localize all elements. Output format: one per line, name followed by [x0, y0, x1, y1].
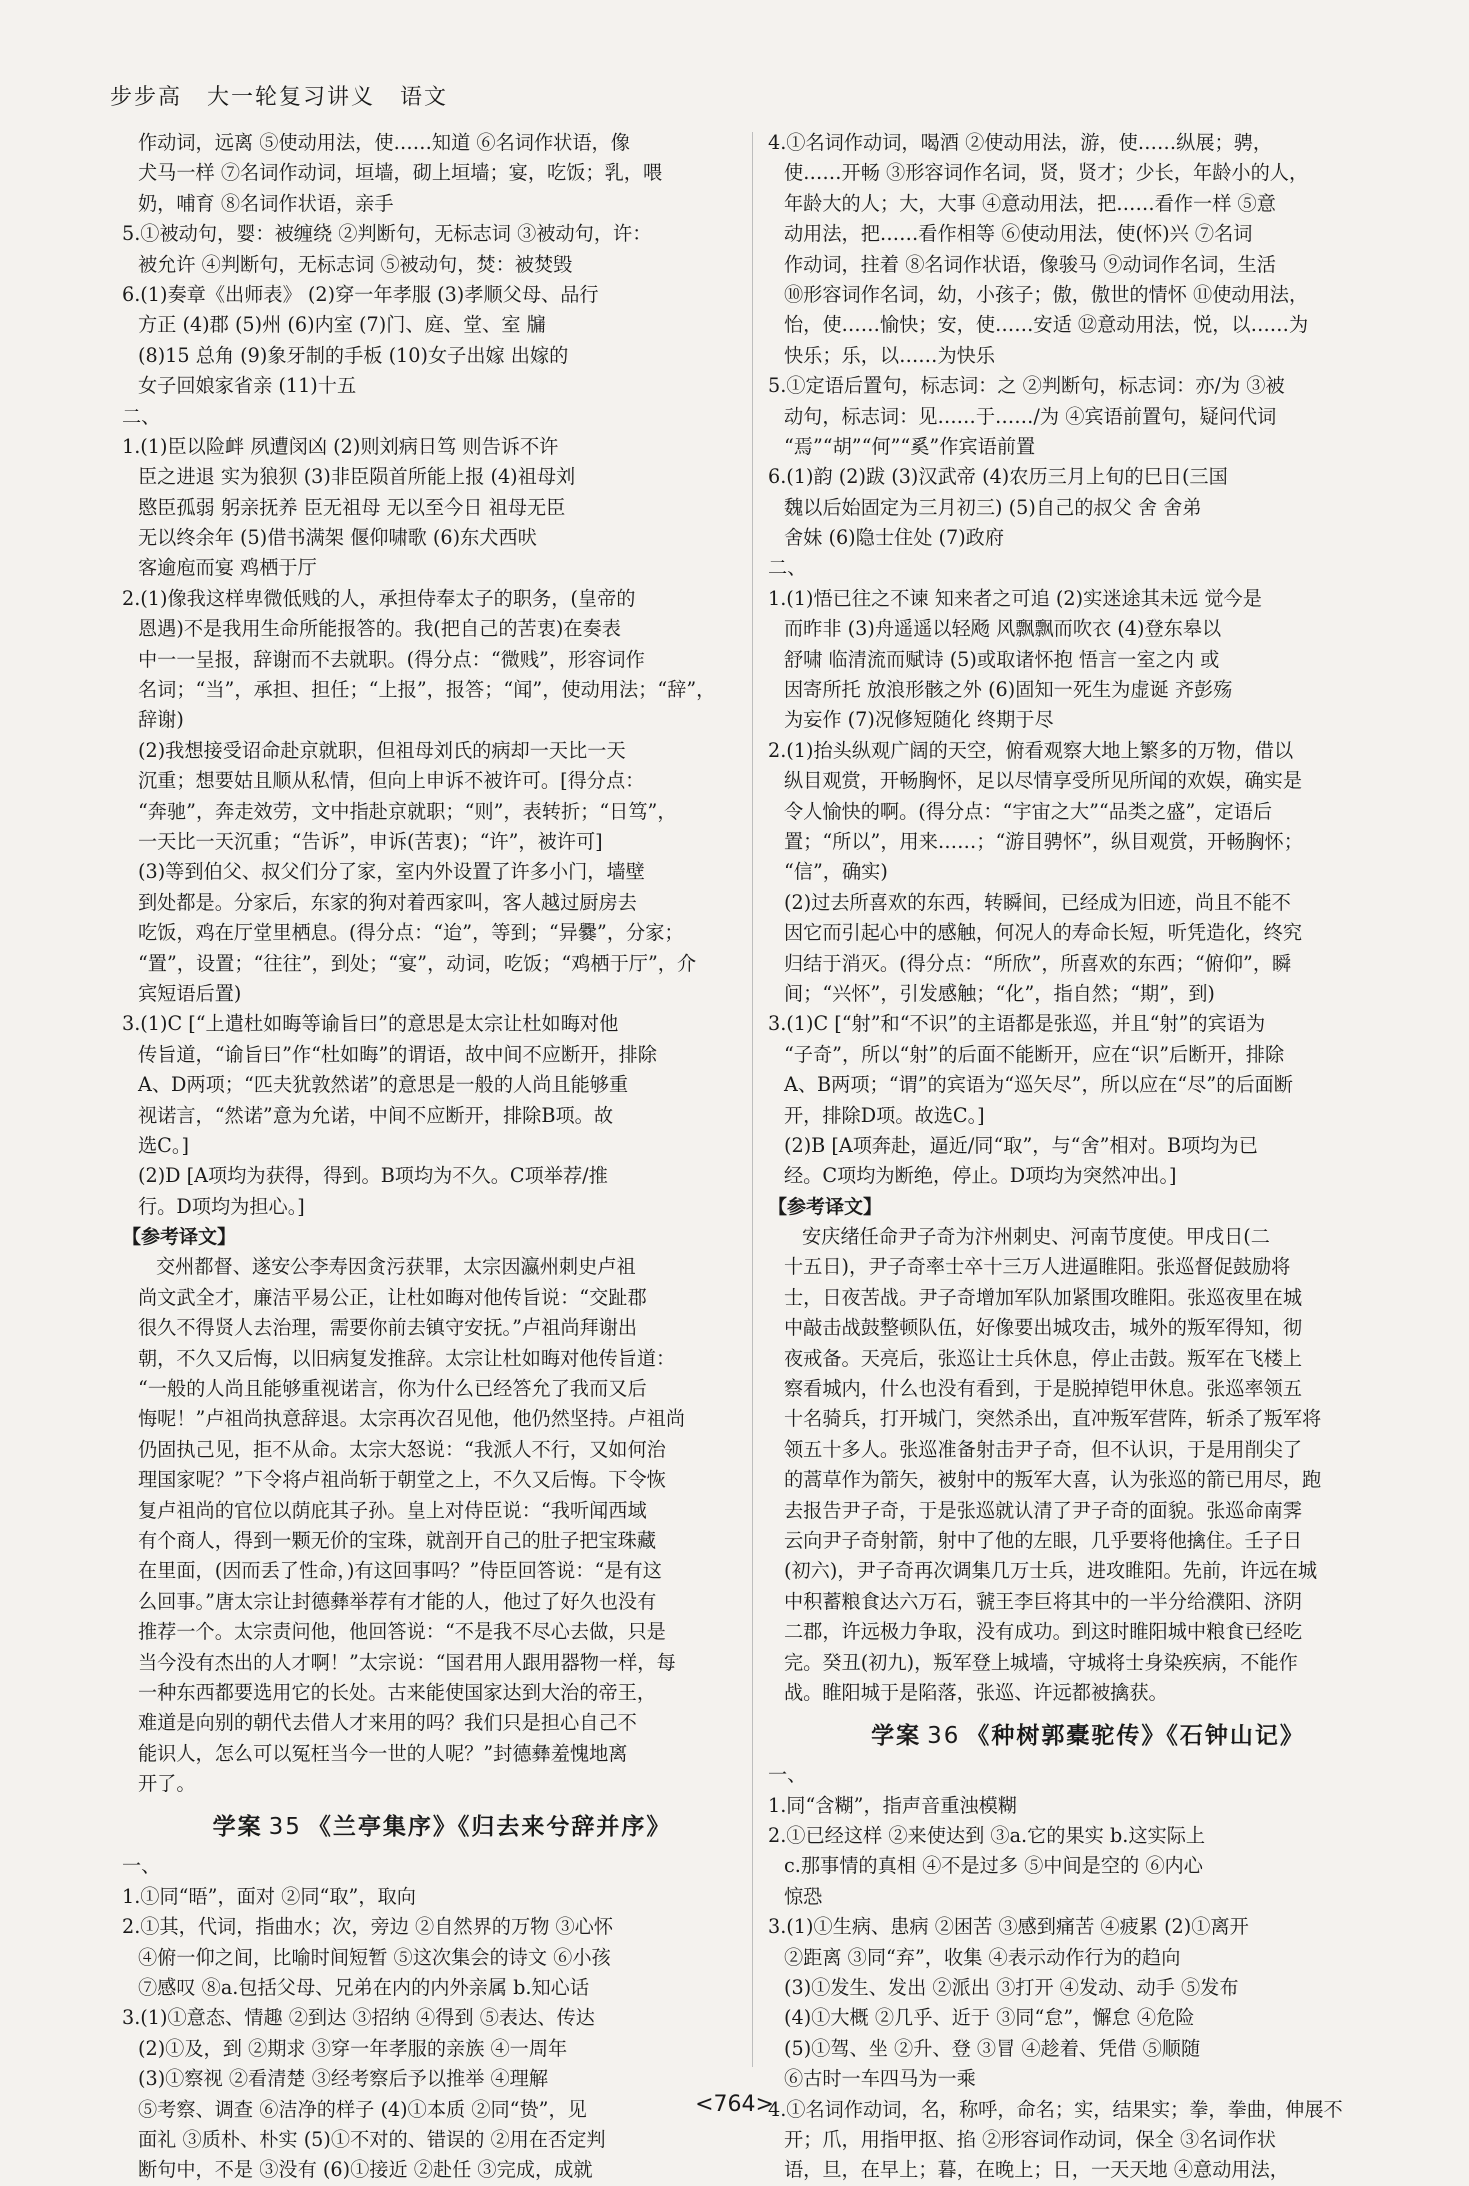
text-line: 二、 — [122, 404, 161, 428]
text-line: 开；爪，用指甲抠、掐 ②形容词作动词，保全 ③名词作状 — [784, 2128, 1276, 2151]
right-column — [768, 128, 1408, 2182]
text-line: 当今没有杰出的人才啊！”太宗说：“国君用人跟用器物一样，每 — [138, 1650, 676, 1674]
text-line: 无以终余年 (5)借书满架 偃仰啸歌 (6)东犬西吠 — [138, 526, 537, 550]
text-line: 察看城内，什么也没有看到，于是脱掉铠甲休息。张巡率领五 — [784, 1377, 1303, 1401]
text-line: c.那事情的真相 ④不是过多 ⑤中间是空的 ⑥内心 — [784, 1854, 1203, 1878]
text-line: 1.同“含糊”，指声音重浊模糊 — [768, 1793, 1017, 1817]
text-line: 2.(1)像我这样卑微低贱的人，承担侍奉太子的职务，(皇帝的 — [122, 586, 636, 610]
section-name: 《种树郭橐驼传》《石钟山记》 — [966, 1723, 1305, 1750]
text-line: 二、 — [768, 556, 807, 580]
text-line: 行。D项均为担心。] — [138, 1194, 305, 1218]
text-line: 十名骑兵，打开城门，突然杀出，直冲叛军营阵，斩杀了叛军将 — [784, 1407, 1322, 1431]
text-line: 沉重；想要姑且顺从私情，但向上申诉不被许可。[得分点： — [138, 769, 645, 793]
text-line: (8)15 总角 (9)象牙制的手板 (10)女子出嫁 出嫁的 — [138, 343, 569, 367]
text-line: “一般的人尚且能够重视诺言，你为什么已经答允了我而又后 — [138, 1377, 647, 1401]
text-line: 4.①名词作动词，名，称呼，命名；实，结果实；拳，拳曲，伸展不 — [768, 2097, 1343, 2121]
text-line: 在里面，(因而丢了性命，)有这回事吗？”侍臣回答说：“是有这 — [138, 1559, 662, 1583]
text-line: ④俯一仰之间，比喻时间短暂 ⑤这次集会的诗文 ⑥小孩 — [138, 1945, 611, 1969]
text-line: 被允许 ④判断句，无标志词 ⑤被动句，焚：被焚毁 — [138, 252, 573, 276]
text-line: 动用法，把……看作相等 ⑥使动用法，使(怀)兴 ⑦名词 — [784, 222, 1253, 246]
text-line: (2)D [A项均为获得，得到。B项均为不久。C项举荐/推 — [138, 1164, 608, 1188]
text-line: 一、 — [122, 1854, 161, 1878]
text-line: 能识人，怎么可以冤枉当今一世的人呢？”封德彝羞愧地离 — [138, 1741, 628, 1765]
text-line: 臣之进退 实为狼狈 (3)非臣陨首所能上报 (4)祖母刘 — [138, 465, 576, 489]
text-line: (2)B [A项奔赴，逼近/同“取”，与“舍”相对。B项均为已 — [784, 1133, 1258, 1157]
text-line: 复卢祖尚的官位以荫庇其子孙。皇上对侍臣说：“我听闻西域 — [138, 1498, 647, 1522]
text-line: 5.①被动句，婴：被缠绕 ②判断句，无标志词 ③被动句，许： — [122, 222, 652, 246]
column-divider — [752, 132, 753, 2067]
section-title — [122, 1805, 762, 1849]
text-line: 开，排除D项。故选C。] — [784, 1103, 985, 1127]
text-line: 舒啸 临清流而赋诗 (5)或取诸怀抱 悟言一室之内 或 — [784, 647, 1220, 671]
text-line: 6.(1)奏章《出师表》 (2)穿一年孝服 (3)孝顺父母、品行 — [122, 282, 599, 306]
text-line: 6.(1)韵 (2)跋 (3)汉武帝 (4)农历三月上旬的巳日(三国 — [768, 465, 1228, 489]
text-line: 犬马一样 ⑦名词作动词，垣墙，砌上垣墙；宴，吃饭；乳，喂 — [138, 161, 663, 185]
text-line: 的蒿草作为箭矢，被射中的叛军大喜，认为张巡的箭已用尽，跑 — [784, 1468, 1322, 1492]
text-line: 愍臣孤弱 躬亲抚养 臣无祖母 无以至今日 祖母无臣 — [138, 495, 566, 519]
text-line: 开了。 — [138, 1772, 196, 1796]
text-line: “焉”“胡”“何”“奚”作宾语前置 — [784, 434, 1036, 458]
text-line: 2.①已经这样 ②来使达到 ③a.它的果实 b.这实际上 — [768, 1824, 1206, 1848]
text-line: (初六)，尹子奇再次调集几万士兵，进攻睢阳。先前，许远在城 — [784, 1559, 1318, 1583]
text-line: 语，旦，在早上；暮，在晚上；日，一天天地 ④意动用法， — [784, 2158, 1289, 2182]
text-line: 云向尹子奇射箭，射中了他的左眼，几乎要将他擒住。壬子日 — [784, 1528, 1303, 1552]
text-line: 一天比一天沉重；“告诉”，申诉(苦衷)；“许”，被许可] — [138, 829, 603, 853]
page-header — [110, 80, 464, 111]
text-line: 5.①定语后置句，标志词：之 ②判断句，标志词：亦/为 ③被 — [768, 374, 1285, 398]
text-line: 惊恐 — [784, 1884, 823, 1908]
text-line: A、B两项；“谓”的宾语为“巡矢尽”，所以应在“尽”的后面断 — [784, 1073, 1293, 1097]
section-prefix: 学案 — [212, 1814, 263, 1841]
header-subject: 语文 — [400, 85, 449, 110]
text-line: 而昨非 (3)舟遥遥以轻飏 风飘飘而吹衣 (4)登东皋以 — [784, 617, 1222, 641]
text-line: 3.(1)①生病、患病 ②困苦 ③感到痛苦 ④疲累 (2)①离开 — [768, 1915, 1249, 1939]
text-line: 完。癸丑(初九)，叛军登上城墙，守城将士身染疾病，不能作 — [784, 1650, 1298, 1674]
text-line: 经。C项均为断绝，停止。D项均为突然冲出。] — [784, 1164, 1177, 1188]
text-line: 因它而引起心中的感触，何况人的寿命长短，听凭造化，终究 — [784, 921, 1303, 945]
text-line: 吃饭，鸡在厅堂里栖息。(得分点：“迨”，等到；“异爨”，分家； — [138, 921, 684, 945]
text-line: 4.①名词作动词，喝酒 ②使动用法，游，使……纵展；骋， — [768, 131, 1273, 154]
text-line: 快乐；乐，以……为快乐 — [784, 343, 996, 367]
text-line: 断句中，不是 ③没有 (6)①接近 ②赴任 ③完成，成就 — [138, 2158, 593, 2182]
reference-heading: 【参考译文】 — [768, 1195, 883, 1218]
text-line: “置”，设置；“往往”，到处；“宴”，动词，吃饭；“鸡栖于厅”，介 — [138, 951, 697, 975]
section-prefix: 学案 — [871, 1723, 922, 1750]
text-line: 作动词，拄着 ⑧名词作状语，像骏马 ⑨动词作名词，生活 — [784, 252, 1276, 276]
text-line: ②距离 ③同“弃”，收集 ④表示动作行为的趋向 — [784, 1945, 1181, 1969]
text-line: 为妄作 (7)况修短随化 终期于尽 — [784, 708, 1054, 732]
header-series: 大一轮复习讲义 — [207, 85, 376, 110]
text-line: “信”，确实) — [784, 860, 888, 884]
section-number: 35 — [268, 1814, 302, 1841]
text-line: ⑥古时一车四马为一乘 — [784, 2067, 976, 2091]
text-line: (3)①察视 ②看清楚 ③经考察后予以推举 ④理解 — [138, 2067, 549, 2091]
text-line: 士，日夜苦战。尹子奇增加军队加紧围攻睢阳。张巡夜里在城 — [784, 1285, 1303, 1309]
section-number: 36 — [927, 1723, 961, 1750]
text-line: (3)①发生、发出 ②派出 ③打开 ④发动、动手 ⑤发布 — [784, 1976, 1239, 2000]
text-line: 3.(1)C [“上遣杜如晦等谕旨曰”的意思是太宗让杜如晦对他 — [122, 1012, 619, 1036]
reference-heading: 【参考译文】 — [122, 1226, 237, 1249]
text-line: 视诺言，“然诺”意为允诺，中间不应断开，排除B项。故 — [138, 1103, 614, 1127]
text-line: 领五十多人。张巡准备射击尹子奇，但不认识，于是用削尖了 — [784, 1437, 1303, 1461]
text-line: 到处都是。分家后，东家的狗对着西家叫，客人越过厨房去 — [138, 890, 637, 914]
text-line: 中一一呈报，辞谢而不去就职。(得分点：“微贱”，形容词作 — [138, 647, 645, 671]
text-line: (2)过去所喜欢的东西，转瞬间，已经成为旧迹，尚且不能不 — [784, 890, 1291, 914]
text-line: 客逾庖而宴 鸡栖于厅 — [138, 556, 317, 580]
text-line: 推荐一个。太宗责问他，他回答说：“不是我不尽心去做，只是 — [138, 1620, 666, 1644]
text-line: 2.①其，代词，指曲水；次，旁边 ②自然界的万物 ③心怀 — [122, 1915, 614, 1939]
text-line: 魏以后始固定为三月初三) (5)自己的叔父 舍 舍弟 — [784, 495, 1202, 519]
page-number: <764> — [695, 2092, 774, 2117]
text-line: (2)①及，到 ②期求 ③穿一年孝服的亲族 ④一周年 — [138, 2036, 568, 2060]
text-line: 战。睢阳城于是陷落，张巡、许远都被擒获。 — [784, 1680, 1168, 1704]
text-line: 名词；“当”，承担、担任；“上报”，报答；“闻”，使动用法；“辞”， — [138, 678, 716, 702]
text-line: 作动词，远离 ⑤使动用法，使……知道 ⑥名词作状语，像 — [138, 131, 630, 154]
text-line: 间；“兴怀”，引发感触；“化”，指自然；“期”，到) — [784, 981, 1215, 1005]
section-title — [768, 1714, 1408, 1758]
text-line: 归结于消灭。(得分点：“所欣”，所喜欢的东西；“俯仰”，瞬 — [784, 951, 1292, 975]
text-line: 怡，使……愉快；安，使……安适 ⑫意动用法，悦，以……为 — [784, 313, 1309, 337]
text-line: 宾短语后置) — [138, 981, 242, 1005]
text-line: 选C。] — [138, 1133, 189, 1157]
text-line: 中积蓄粮食达六万石，虢王李巨将其中的一半分给濮阳、济阴 — [784, 1589, 1303, 1613]
text-line: 女子回娘家省亲 (11)十五 — [138, 374, 357, 398]
text-line: 面礼 ③质朴、朴实 (5)①不对的、错误的 ②用在否定判 — [138, 2128, 606, 2151]
text-line: 3.(1)①意态、情趣 ②到达 ③招纳 ④得到 ⑤表达、传达 — [122, 2006, 595, 2030]
text-line: 置；“所以”，用来……；“游目骋怀”，纵目观赏，开畅胸怀； — [784, 829, 1303, 853]
text-line: 1.①同“晤”，面对 ②同“取”，取向 — [122, 1884, 416, 1908]
text-line: 因寄所托 放浪形骸之外 (6)固知一死生为虚诞 齐彭殇 — [784, 678, 1233, 702]
text-line: 理国家呢？”下令将卢祖尚斩于朝堂之上，不久又后悔。下令恢 — [138, 1468, 666, 1492]
text-line: 1.(1)臣以险衅 夙遭闵凶 (2)则刘病日笃 则告诉不许 — [122, 434, 559, 458]
text-line: 很久不得贤人去治理，需要你前去镇守安抚。”卢祖尚拜谢出 — [138, 1316, 638, 1340]
text-line: 悔呢！”卢祖尚执意辞退。太宗再次召见他，他仍然坚持。卢祖尚 — [138, 1407, 686, 1431]
text-line: 舍妹 (6)隐士住处 (7)政府 — [784, 526, 1005, 550]
text-line: 1.(1)悟已往之不谏 知来者之可追 (2)实迷途其未远 觉今是 — [768, 586, 1262, 610]
text-line: (4)①大概 ②几乎、近于 ③同“怠”，懈怠 ④危险 — [784, 2006, 1195, 2030]
text-line: 中敲击战鼓整顿队伍，好像要出城攻击，城外的叛军得知，彻 — [784, 1316, 1303, 1340]
text-line: 么回事。”唐太宗让封德彝举荐有才能的人，他过了好久也没有 — [138, 1589, 657, 1613]
text-line: “子奇”，所以“射”的后面不能断开，应在“识”后断开，排除 — [784, 1042, 1285, 1066]
text-line: 方正 (4)郡 (5)州 (6)内室 (7)门、庭、堂、室 牖 — [138, 313, 546, 337]
text-line: 有个商人，得到一颗无价的宝珠，就剖开自己的肚子把宝珠藏 — [138, 1528, 657, 1552]
text-line: 朝，不久又后悔，以旧病复发推辞。太宗让杜如晦对他传旨道： — [138, 1346, 676, 1370]
text-line: 仍固执己见，拒不从命。太宗大怒说：“我派人不行，又如何治 — [138, 1437, 666, 1461]
text-line: 奶，哺育 ⑧名词作状语，亲手 — [138, 191, 394, 215]
text-line: 一、 — [768, 1763, 807, 1787]
text-line: 十五日)，尹子奇率士卒十三万人进逼睢阳。张巡督促鼓励将 — [784, 1255, 1291, 1279]
text-line: 交州都督、遂安公李寿因贪污获罪，太宗因瀛州刺史卢祖 — [156, 1255, 636, 1279]
text-line: 动句，标志词：见……于……/为 ④宾语前置句，疑问代词 — [784, 404, 1277, 428]
text-line: 安庆绪任命尹子奇为汴州刺史、河南节度使。甲戌日(二 — [802, 1225, 1270, 1249]
text-line: 辞谢) — [138, 708, 184, 732]
header-brand: 步步高 — [110, 85, 183, 110]
text-line: (3)等到伯父、叔父们分了家，室内外设置了许多小门，墙壁 — [138, 860, 645, 884]
text-line: ⑦感叹 ⑧a.包括父母、兄弟在内的内外亲属 b.知心话 — [138, 1976, 590, 2000]
text-line: (2)我想接受诏命赴京就职，但祖母刘氏的病却一天比一天 — [138, 738, 626, 762]
text-line: “奔驰”，奔走效劳，文中指赴京就职；“则”，表转折；“日笃”， — [138, 799, 677, 823]
text-line: 纵目观赏，开畅胸怀，足以尽情享受所见所闻的欢娱，确实是 — [784, 769, 1303, 793]
text-line: 2.(1)抬头纵观广阔的天空，俯看观察大地上繁多的万物，借以 — [768, 738, 1294, 762]
text-line: (5)①驾、坐 ②升、登 ③冒 ④趁着、凭借 ⑤顺随 — [784, 2036, 1201, 2060]
text-line: ⑩形容词作名词，幼，小孩子；傲，傲世的情怀 ⑪使动用法， — [784, 282, 1309, 306]
text-line: 3.(1)C [“射”和“不识”的主语都是张巡，并且“射”的宾语为 — [768, 1012, 1266, 1036]
section-name: 《兰亭集序》《归去来兮辞并序》 — [307, 1814, 672, 1841]
text-line: 夜戒备。天亮后，张巡让士兵休息，停止击鼓。叛军在飞楼上 — [784, 1346, 1303, 1370]
text-line: 年龄大的人；大，大事 ④意动用法，把……看作一样 ⑤意 — [784, 191, 1276, 215]
text-line: 恩遇)不是我用生命所能报答的。我(把自己的苦衷)在奏表 — [138, 617, 621, 641]
text-line: 使……开畅 ③形容词作名词，贤，贤才；少长，年龄小的人， — [784, 161, 1309, 185]
text-line: A、D两项；“匹夫犹敦然诺”的意思是一般的人尚且能够重 — [138, 1073, 629, 1097]
text-line: 尚文武全才，廉洁平易公正，让杜如晦对他传旨说：“交趾郡 — [138, 1285, 647, 1309]
text-line: 去报告尹子奇，于是张巡就认清了尹子奇的面貌。张巡命南霁 — [784, 1498, 1303, 1522]
text-line: 难道是向别的朝代去借人才来用的吗？我们只是担心自己不 — [138, 1711, 637, 1735]
text-line: 二郡，许远极力争取，没有成功。到这时睢阳城中粮食已经吃 — [784, 1620, 1303, 1644]
text-line: 传旨道，“谕旨曰”作“杜如晦”的谓语，故中间不应断开，排除 — [138, 1042, 657, 1066]
text-line: ⑤考察、调查 ⑥洁净的样子 (4)①本质 ②同“贽”，见 — [138, 2097, 587, 2121]
text-line: 令人愉快的啊。(得分点：“宇宙之大”“品类之盛”，定语后 — [784, 799, 1273, 823]
text-line: 一种东西都要选用它的长处。古来能使国家达到大治的帝王， — [138, 1680, 657, 1704]
